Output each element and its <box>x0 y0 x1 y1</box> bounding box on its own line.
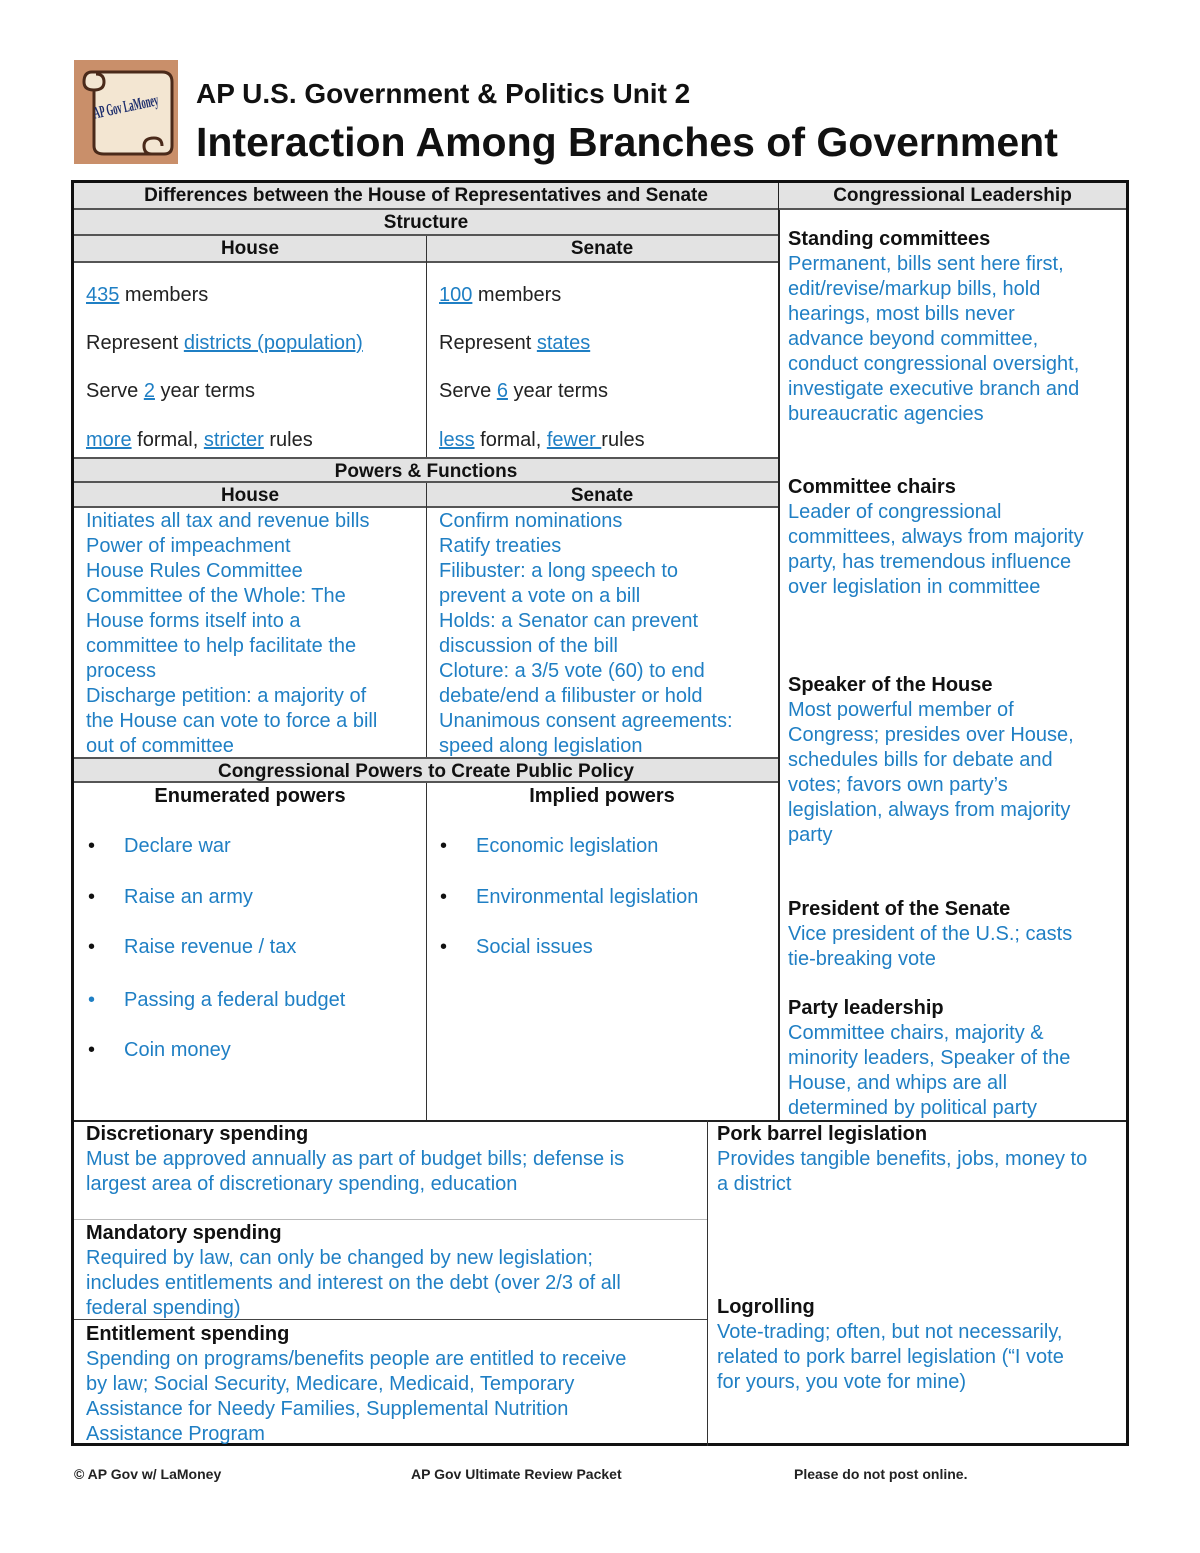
page-title: Interaction Among Branches of Government <box>196 119 1058 165</box>
leadership-party: Party leadership Committee chairs, majority & minority leaders, Speaker of the House, and whips are all determined by political party <box>788 997 1071 1119</box>
review-table <box>71 180 1129 1446</box>
enumerated-item: • Coin money <box>88 1039 231 1061</box>
powers-senate-text: Confirm nominations Ratify treaties Filibuster: a long speech to prevent a vote on a bill Holds: a Senator can prevent discussion of the bill Cloture: a 3/5 vote (60) to end debate/end a filibuster or hold Unanimous consent agreements: speed along legislation <box>439 510 733 757</box>
unit-subtitle: AP U.S. Government & Politics Unit 2 <box>196 78 691 109</box>
leadership-president-senate: President of the Senate Vice president of the U.S.; casts tie-breaking vote <box>788 898 1073 970</box>
senate-serve: Serve 6 year terms <box>439 380 608 402</box>
house-represent: Represent districts (population) <box>86 332 363 354</box>
spending-discretionary: Discretionary spending Must be approved annually as part of budget bills; defense is largest area of discretionary spending, education <box>86 1123 625 1195</box>
powers-house-label: House <box>74 483 426 508</box>
leadership-standing: Standing committees Permanent, bills sent here first, edit/revise/markup bills, hold hearings, most bills never advance beyond committee, conduct congressional oversight, investigate executive branch and bureaucratic agencies <box>788 228 1080 425</box>
structure-house <box>86 283 416 453</box>
implied-item: • Environmental legislation <box>440 886 699 908</box>
implied-item: • Economic legislation <box>440 835 659 857</box>
structure-house-label: House <box>74 236 426 263</box>
leadership-heading: Congressional Leadership <box>779 183 1126 210</box>
public-policy-heading: Congressional Powers to Create Public Policy <box>74 757 778 783</box>
enumerated-label: Enumerated powers <box>154 785 346 807</box>
leadership-chairs: Committee chairs Leader of congressional committees, always from majority party, has tremendous influence over legislation in committee <box>788 476 1084 598</box>
enumerated-item: • Declare war <box>88 835 231 857</box>
implied-item: • Social issues <box>440 936 593 958</box>
enumerated-item: • Raise revenue / tax <box>88 936 297 958</box>
spending-entitlement: Entitlement spending Spending on programs/benefits people are entitled to receive by law; Social Security, Medicare, Medicaid, Temporary Assistance for Needy Families, Supplemental Nutrition Assistance Program <box>86 1323 627 1445</box>
house-rules: more formal, stricter rules <box>86 429 313 451</box>
logrolling: Logrolling Vote-trading; often, but not necessarily, related to pork barrel legislation (“I vote for yours, you vote for mine) <box>717 1296 1064 1393</box>
scroll-logo-icon <box>74 60 224 164</box>
implied-label: Implied powers <box>529 785 675 807</box>
powers-house-text: Initiates all tax and revenue bills Power of impeachment House Rules Committee Committee of the Whole: The House forms itself into a committee to help facilitate the process Discharge petition: a majority of the House can vote to force a bill out of committee <box>86 510 378 757</box>
differences-heading: Differences between the House of Representatives and Senate <box>74 183 778 210</box>
pork-barrel: Pork barrel legislation Provides tangible benefits, jobs, money to a district <box>717 1123 1088 1195</box>
powers-senate-label: Senate <box>426 483 778 508</box>
house-members: 435 members <box>86 284 209 306</box>
structure-senate <box>439 283 769 453</box>
senate-rules: less formal, fewer rules <box>439 429 645 451</box>
footer-packet: AP Gov Ultimate Review Packet <box>411 1466 622 1482</box>
enumerated-item: • Passing a federal budget <box>88 989 346 1011</box>
powers-heading: Powers & Functions <box>74 457 778 483</box>
footer-notice: Please do not post online. <box>794 1466 968 1482</box>
senate-represent: Represent states <box>439 332 591 354</box>
leadership-speaker: Speaker of the House Most powerful member of Congress; presides over House, schedules bills for debate and votes; favors own party’s legislation, always from majority party <box>788 674 1074 846</box>
structure-heading: Structure <box>74 210 778 236</box>
logo-text: AP Gov LaMoney <box>91 76 224 123</box>
enumerated-item: • Raise an army <box>88 886 253 908</box>
spending-mandatory: Mandatory spending Required by law, can only be changed by new legislation; includes entitlements and interest on the debt (over 2/3 of all federal spending) <box>86 1222 621 1319</box>
house-serve: Serve 2 year terms <box>86 380 255 402</box>
senate-members: 100 members <box>439 284 562 306</box>
structure-senate-label: Senate <box>426 236 778 263</box>
footer-copyright: © AP Gov w/ LaMoney <box>74 1466 222 1482</box>
